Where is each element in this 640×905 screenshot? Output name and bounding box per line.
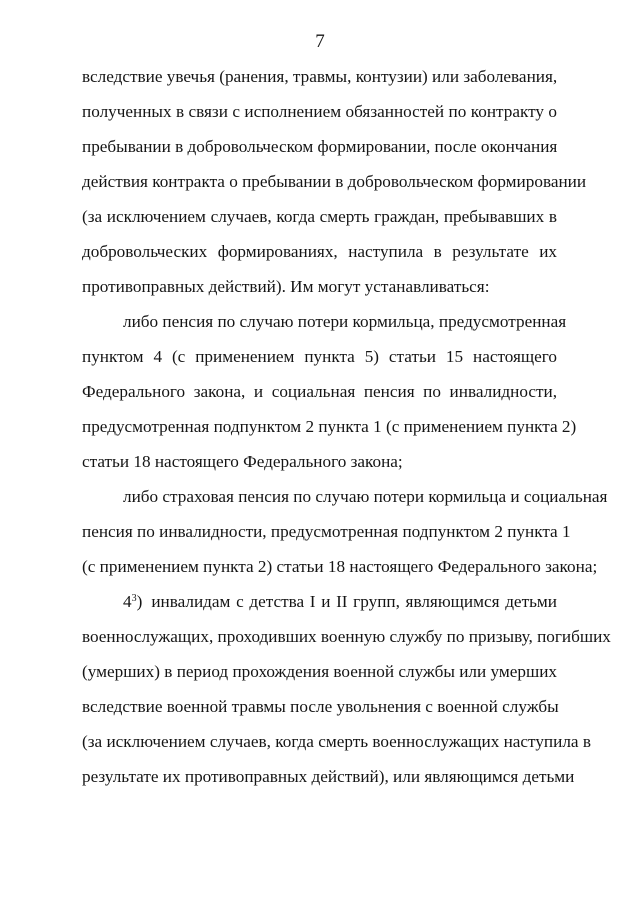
text-line: вследствие военной травмы после увольнения с военной службы xyxy=(82,697,559,716)
item-number: 4 xyxy=(123,592,132,611)
text-line: действия контракта о пребывании в добровольческом формировании xyxy=(82,172,587,191)
text-line: полученных в связи с исполнением обязанностей по контракту о xyxy=(82,102,557,121)
paragraph-first-line: либо страховая пенсия по случаю потери кормильца и социальная xyxy=(123,487,608,506)
text-line: инвалидам с детства I и II групп, являющимся детьми xyxy=(151,592,557,611)
text-line: Федерального закона, и социальная пенсия по инвалидности, xyxy=(82,382,557,401)
text-line: результате их противоправных действий), или являющимся детьми xyxy=(82,767,575,786)
text-line: противоправных действий). Им могут устанавливаться: xyxy=(82,277,490,296)
text-line: предусмотренная подпунктом 2 пункта 1 (с применением пункта 2) xyxy=(82,417,577,436)
item-marker xyxy=(123,591,142,613)
text-line: военнослужащих, проходивших военную службу по призыву, погибших xyxy=(82,627,611,646)
text-line: (с применением пункта 2) статьи 18 настоящего Федерального закона; xyxy=(82,557,598,576)
text-line: (умерших) в период прохождения военной службы или умерших xyxy=(82,662,557,681)
text-line: пенсия по инвалидности, предусмотренная подпунктом 2 пункта 1 xyxy=(82,522,571,541)
text-line: вследствие увечья (ранения, травмы, контузии) или заболевания, xyxy=(82,67,558,86)
text-line: пребывании в добровольческом формировании, после окончания xyxy=(82,137,558,156)
text-line: (за исключением случаев, когда смерть военнослужащих наступила в xyxy=(82,732,591,751)
text-line: (за исключением случаев, когда смерть граждан, пребывавших в xyxy=(82,207,557,226)
paragraph-first-line: либо пенсия по случаю потери кормильца, предусмотренная xyxy=(123,312,567,331)
item-suffix: ) xyxy=(136,592,143,611)
text-line: статьи 18 настоящего Федерального закона; xyxy=(82,452,403,471)
page-number: 7 xyxy=(315,31,325,52)
item-superscript: 3 xyxy=(131,593,137,604)
text-line: пунктом 4 (с применением пункта 5) статьи 15 настоящего xyxy=(82,347,557,366)
text-line: добровольческих формированиях, наступила в результате их xyxy=(82,242,557,261)
item-first-line xyxy=(123,591,557,613)
